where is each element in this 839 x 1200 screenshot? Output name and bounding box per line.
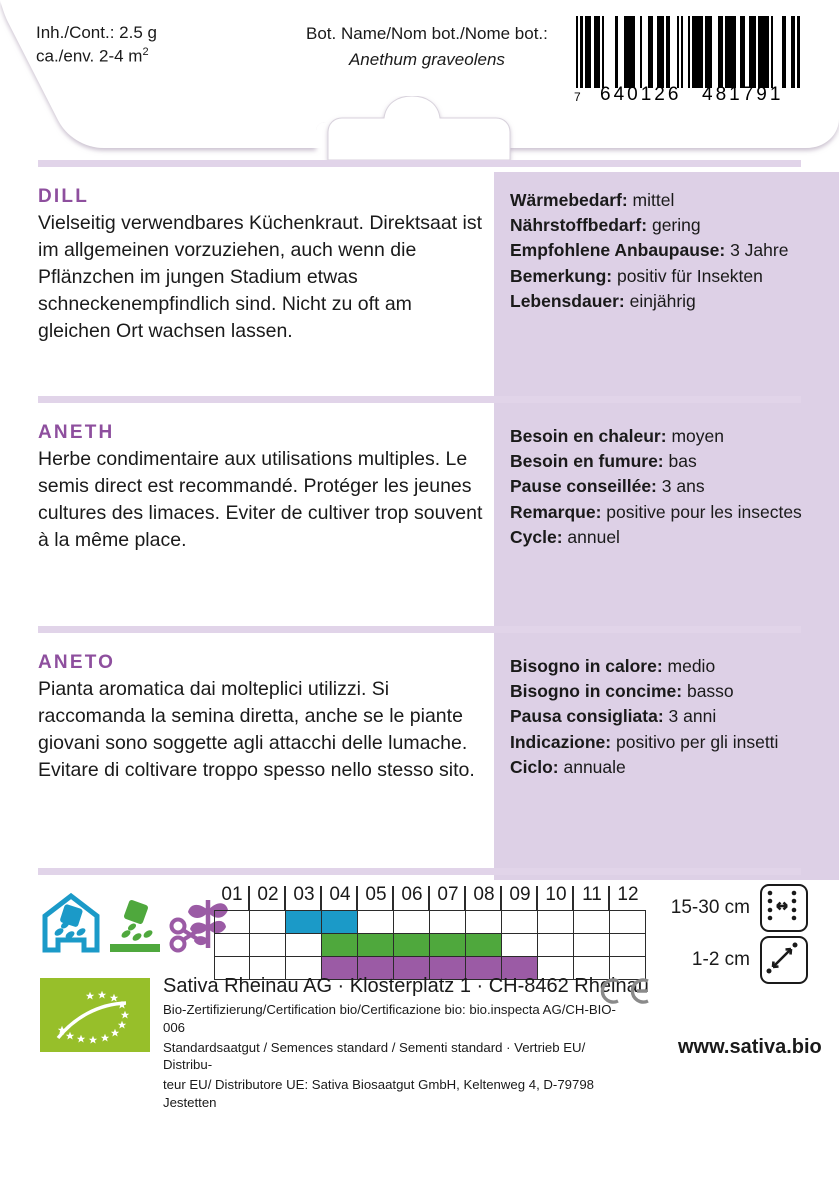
calendar-cell	[394, 911, 430, 933]
attribute-label: Lebensdauer:	[510, 290, 625, 311]
calendar-cell	[610, 911, 646, 933]
sowing-depth-label: 1-2 cm	[691, 949, 750, 970]
language-section	[0, 160, 839, 396]
calendar-cell	[322, 911, 358, 933]
calendar-cell	[610, 934, 646, 956]
calendar-month-headers	[214, 884, 646, 910]
attribute-row	[510, 755, 830, 780]
attribute-label: Bisogno in calore:	[510, 656, 663, 676]
barcode-bars	[576, 16, 800, 88]
area-superscript: 2	[142, 45, 149, 58]
attribute-label: Bemerkung:	[510, 265, 613, 286]
calendar-cell	[574, 934, 610, 956]
calendar-month-label: 09	[502, 884, 538, 910]
calendar-row-greenhouse-sowing	[214, 911, 646, 934]
sowing-depth-row	[668, 938, 808, 982]
attribute-label: Ciclo:	[510, 756, 559, 777]
calendar-month-label: 02	[250, 884, 286, 910]
calendar-month-label: 05	[358, 884, 394, 910]
calendar-cell	[358, 934, 394, 956]
section-title: DILL	[38, 186, 90, 207]
calendar-month-label: 10	[538, 884, 574, 910]
calendar-cell	[322, 934, 358, 956]
calendar-cell	[250, 934, 286, 956]
attribute-value: positivo per gli insetti	[611, 731, 779, 752]
calendar-cell	[466, 934, 502, 956]
attribute-value: annuel	[562, 526, 620, 547]
section-divider	[38, 396, 801, 403]
attribute-label: Pausa consigliata:	[510, 706, 664, 727]
calendar-cell	[466, 911, 502, 933]
attribute-row	[510, 213, 830, 238]
eu-organic-logo	[40, 978, 150, 1052]
section-divider	[38, 160, 801, 167]
attribute-row	[510, 188, 830, 213]
standard-seed-line-1: Standardsaatgut / Semences standard / Sementi standard · Vertrieb EU/ Distribu-	[163, 1039, 586, 1073]
botanical-name-label: Bot. Name/Nom bot./Nome bot.:	[306, 24, 548, 43]
section-divider	[38, 626, 801, 633]
calendar-grid	[214, 910, 646, 980]
bottom-info-area	[0, 868, 839, 1200]
barcode-group-2: 481791	[702, 84, 784, 105]
calendar-cell	[502, 911, 538, 933]
attribute-row	[510, 500, 830, 525]
content-area: ca./env. 2-4 $m^2$	[36, 45, 149, 66]
barcode	[576, 16, 800, 106]
content-weight: Inh./Cont.: 2.5 g	[36, 23, 157, 42]
calendar-cell	[214, 934, 250, 956]
calendar-month-label: 11	[574, 884, 610, 910]
calendar-month-label: 06	[394, 884, 430, 910]
calendar-month-label: 08	[466, 884, 502, 910]
section-text-block	[38, 186, 483, 345]
section-description: Vielseitig verwendbares Küchenkraut. Direktsaat ist im allgemeinen vorzuziehen, auch wenn die Pflänzchen im jungen Stadium etwas schneckenempfindlich sind. Nicht zu oft am gleichen Ort wachsen lassen.	[38, 212, 483, 342]
calendar-cell	[538, 934, 574, 956]
attribute-label: Besoin en chaleur:	[510, 426, 667, 446]
attribute-row	[510, 525, 830, 550]
company-address: Sativa Rheinau AG · Klosterplatz 1 · CH-8462 Rheinau	[163, 975, 649, 997]
calendar-cell	[358, 911, 394, 933]
attribute-label: Cycle:	[510, 526, 563, 547]
attribute-value: medio	[662, 656, 716, 676]
language-section	[0, 396, 839, 626]
attribute-row	[510, 449, 830, 474]
calendar-cell	[250, 911, 286, 933]
barcode-lead-digit: 7	[574, 90, 581, 104]
calendar-month-label: 12	[617, 884, 639, 905]
row-spacing-label: 15-30 cm	[670, 897, 750, 918]
attribute-label: Empfohlene Anbaupause:	[510, 240, 726, 261]
section-description: Herbe condimentaire aux utilisations multiples. Le semis direct est recommandé. Protéger les jeunes cultures des limaces. Eviter de cultiver trop souvent à la même place.	[38, 448, 483, 551]
attribute-value: 3 Jahre	[725, 240, 789, 261]
sowing-calendar	[214, 884, 646, 980]
attribute-value: 3 ans	[656, 476, 705, 497]
botanical-name-block	[306, 22, 548, 72]
botanical-name-value: Anethum graveolens	[348, 49, 505, 69]
attribute-label: Indicazione:	[510, 731, 612, 752]
barcode-digits	[576, 84, 800, 106]
attribute-row	[510, 474, 830, 499]
barcode-group-1: 640126	[600, 84, 682, 105]
attribute-label: Pause conseillée:	[510, 476, 657, 497]
attribute-value: mittel	[627, 190, 675, 210]
attribute-label: Nährstoffbedarf:	[510, 215, 648, 236]
section-text-block	[38, 422, 483, 554]
calendar-cell	[538, 911, 574, 933]
section-attributes	[510, 188, 830, 314]
calendar-cell	[430, 911, 466, 933]
attribute-label: Wärmebedarf:	[510, 190, 628, 210]
attribute-value: positiv für Insekten	[612, 265, 763, 286]
attribute-value: gering	[647, 215, 701, 236]
attribute-row	[510, 730, 830, 755]
sowing-depth-icon	[760, 936, 808, 984]
attribute-value: moyen	[666, 426, 724, 446]
direct-sowing-icon	[106, 892, 164, 959]
bottom-divider	[38, 868, 801, 875]
description-area	[0, 160, 839, 880]
content-amount-block	[36, 22, 157, 69]
hang-hole	[322, 96, 502, 160]
calendar-cell	[574, 911, 610, 933]
ce-mark-icon	[596, 976, 660, 1006]
attribute-label: Remarque:	[510, 501, 602, 522]
attribute-value: 3 anni	[663, 706, 717, 727]
calendar-cell	[430, 934, 466, 956]
footer-text-block	[163, 974, 649, 1112]
attribute-row	[510, 679, 830, 704]
section-title: ANETH	[38, 422, 115, 443]
row-spacing-row	[668, 886, 808, 930]
calendar-cell	[214, 911, 250, 933]
standard-seed-line-2: teur EU/ Distributore UE: Sativa Biosaatgut GmbH, Keltenweg 4, D-79798 Jestetten	[163, 1077, 594, 1111]
calendar-month-label: 03	[286, 884, 322, 910]
greenhouse-sowing-icon	[40, 892, 102, 959]
website-link[interactable]: www.sativa.bio	[678, 1036, 822, 1058]
attribute-row	[510, 264, 830, 289]
cultivation-icons	[40, 892, 220, 968]
calendar-month-label: 04	[322, 884, 358, 910]
calendar-month-label: 07	[430, 884, 466, 910]
attribute-value: bas	[663, 451, 697, 472]
attribute-row	[510, 424, 830, 449]
language-section	[0, 626, 839, 866]
attribute-value: annuale	[558, 756, 626, 777]
section-description: Pianta aromatica dai molteplici utilizzi. Si raccomanda la semina diretta, anche se le piante giovani sono soggette agli attacchi delle lumache. Evitare di coltivare troppo spesso nello stesso sito.	[38, 678, 475, 781]
section-title: ANETO	[38, 652, 116, 673]
section-attributes	[510, 424, 830, 550]
calendar-cell	[286, 934, 322, 956]
attribute-label: Bisogno in concime:	[510, 681, 683, 702]
attribute-row	[510, 704, 830, 729]
calendar-month-label: 01	[214, 884, 250, 910]
calendar-cell	[286, 911, 322, 933]
calendar-cell	[502, 934, 538, 956]
calendar-cell	[394, 934, 430, 956]
section-text-block	[38, 652, 483, 784]
spacing-info	[668, 886, 808, 990]
attribute-value: basso	[682, 681, 734, 702]
row-spacing-icon	[760, 884, 808, 932]
attribute-row	[510, 289, 830, 314]
attribute-row	[510, 654, 830, 679]
section-attributes	[510, 654, 830, 780]
certification-line: Bio-Zertifizierung/Certification bio/Certificazione bio: bio.inspecta AG/CH-BIO-006	[163, 1002, 616, 1035]
attribute-value: positive pour les insectes	[601, 501, 802, 522]
attribute-value: einjährig	[624, 290, 696, 311]
calendar-row-direct-sowing	[214, 934, 646, 957]
attribute-label: Besoin en fumure:	[510, 451, 664, 472]
attribute-row	[510, 238, 830, 263]
